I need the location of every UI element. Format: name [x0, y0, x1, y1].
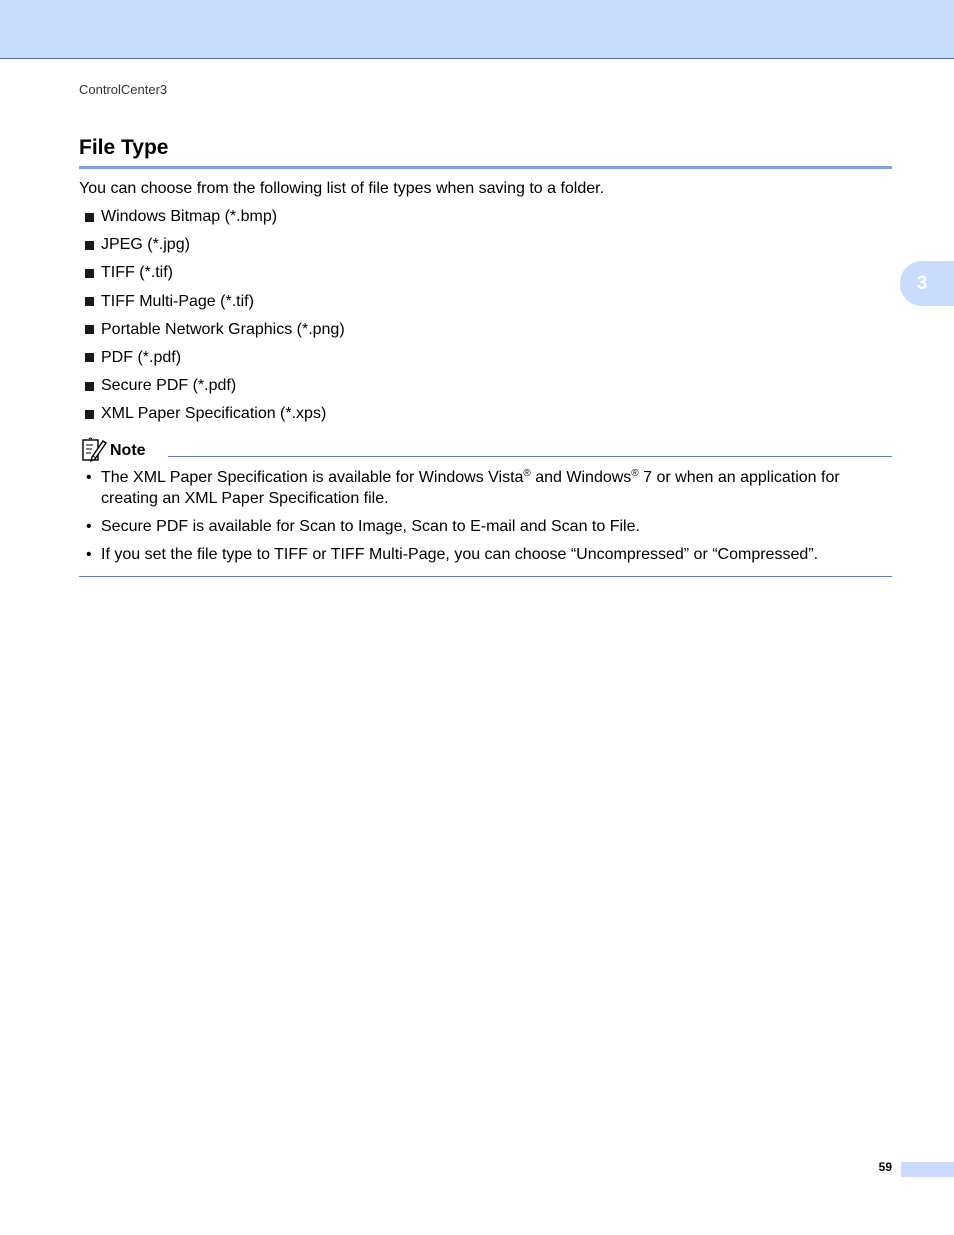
- square-bullet-icon: [85, 241, 94, 250]
- note-text: Secure PDF is available for Scan to Image, Scan to E-mail and Scan to File.: [101, 518, 640, 535]
- square-bullet-icon: [85, 269, 94, 278]
- running-header: ControlCenter3: [79, 82, 168, 97]
- note-label: Note: [110, 442, 146, 459]
- note-text: If you set the file type to TIFF or TIFF Multi-Page, you can choose “Uncompressed” or “Compressed”.: [101, 546, 819, 563]
- list-item-text: PDF (*.pdf): [101, 348, 182, 366]
- list-item-text: Secure PDF (*.pdf): [101, 377, 237, 395]
- square-bullet-icon: [85, 297, 94, 306]
- registered-mark: ®: [523, 468, 531, 479]
- list-item: [85, 376, 345, 404]
- square-bullet-icon: [85, 213, 94, 222]
- note-text: and Windows: [530, 469, 632, 486]
- footer-band: [901, 1162, 954, 1177]
- note-text: The XML Paper Specification is available for Windows Vista: [101, 469, 524, 486]
- bullet-dot: •: [86, 469, 92, 486]
- header-band: [0, 0, 954, 59]
- title-rule: [79, 166, 892, 169]
- bullet-dot: •: [86, 518, 92, 535]
- note-rule: [168, 456, 892, 457]
- list-item: [85, 320, 345, 348]
- square-bullet-icon: [85, 410, 94, 419]
- note-list: [79, 467, 892, 572]
- list-item: [85, 348, 345, 376]
- registered-mark: ®: [631, 468, 639, 479]
- page-number: 59: [878, 1160, 892, 1174]
- note-text: 7 or when an application for creating an XML Paper Specification file.: [101, 469, 840, 507]
- intro-text: You can choose from the following list of file types when saving to a folder.: [79, 180, 605, 197]
- chapter-tab: [900, 261, 954, 306]
- list-item-text: Portable Network Graphics (*.png): [101, 320, 345, 338]
- list-item-text: Windows Bitmap (*.bmp): [101, 208, 278, 225]
- note-end-rule: [79, 576, 892, 577]
- bullet-dot: •: [86, 546, 92, 563]
- note-item: [79, 516, 892, 537]
- list-item: [85, 292, 345, 320]
- file-type-list: [85, 207, 345, 433]
- square-bullet-icon: [85, 353, 94, 362]
- list-item-text: XML Paper Specification (*.xps): [101, 405, 327, 423]
- section-title: File Type: [79, 136, 169, 159]
- square-bullet-icon: [85, 325, 94, 334]
- list-item-text: JPEG (*.jpg): [101, 236, 190, 254]
- chapter-number: 3: [916, 272, 928, 294]
- list-item-text: TIFF Multi-Page (*.tif): [101, 292, 254, 310]
- square-bullet-icon: [85, 382, 94, 391]
- list-item: [85, 263, 345, 291]
- list-item: [85, 404, 345, 432]
- note-item: [79, 544, 892, 565]
- list-item: [85, 235, 345, 263]
- note-pencil-icon: [81, 437, 107, 463]
- list-item: [85, 207, 345, 235]
- list-item-text: TIFF (*.tif): [101, 264, 173, 282]
- note-item: [79, 467, 892, 509]
